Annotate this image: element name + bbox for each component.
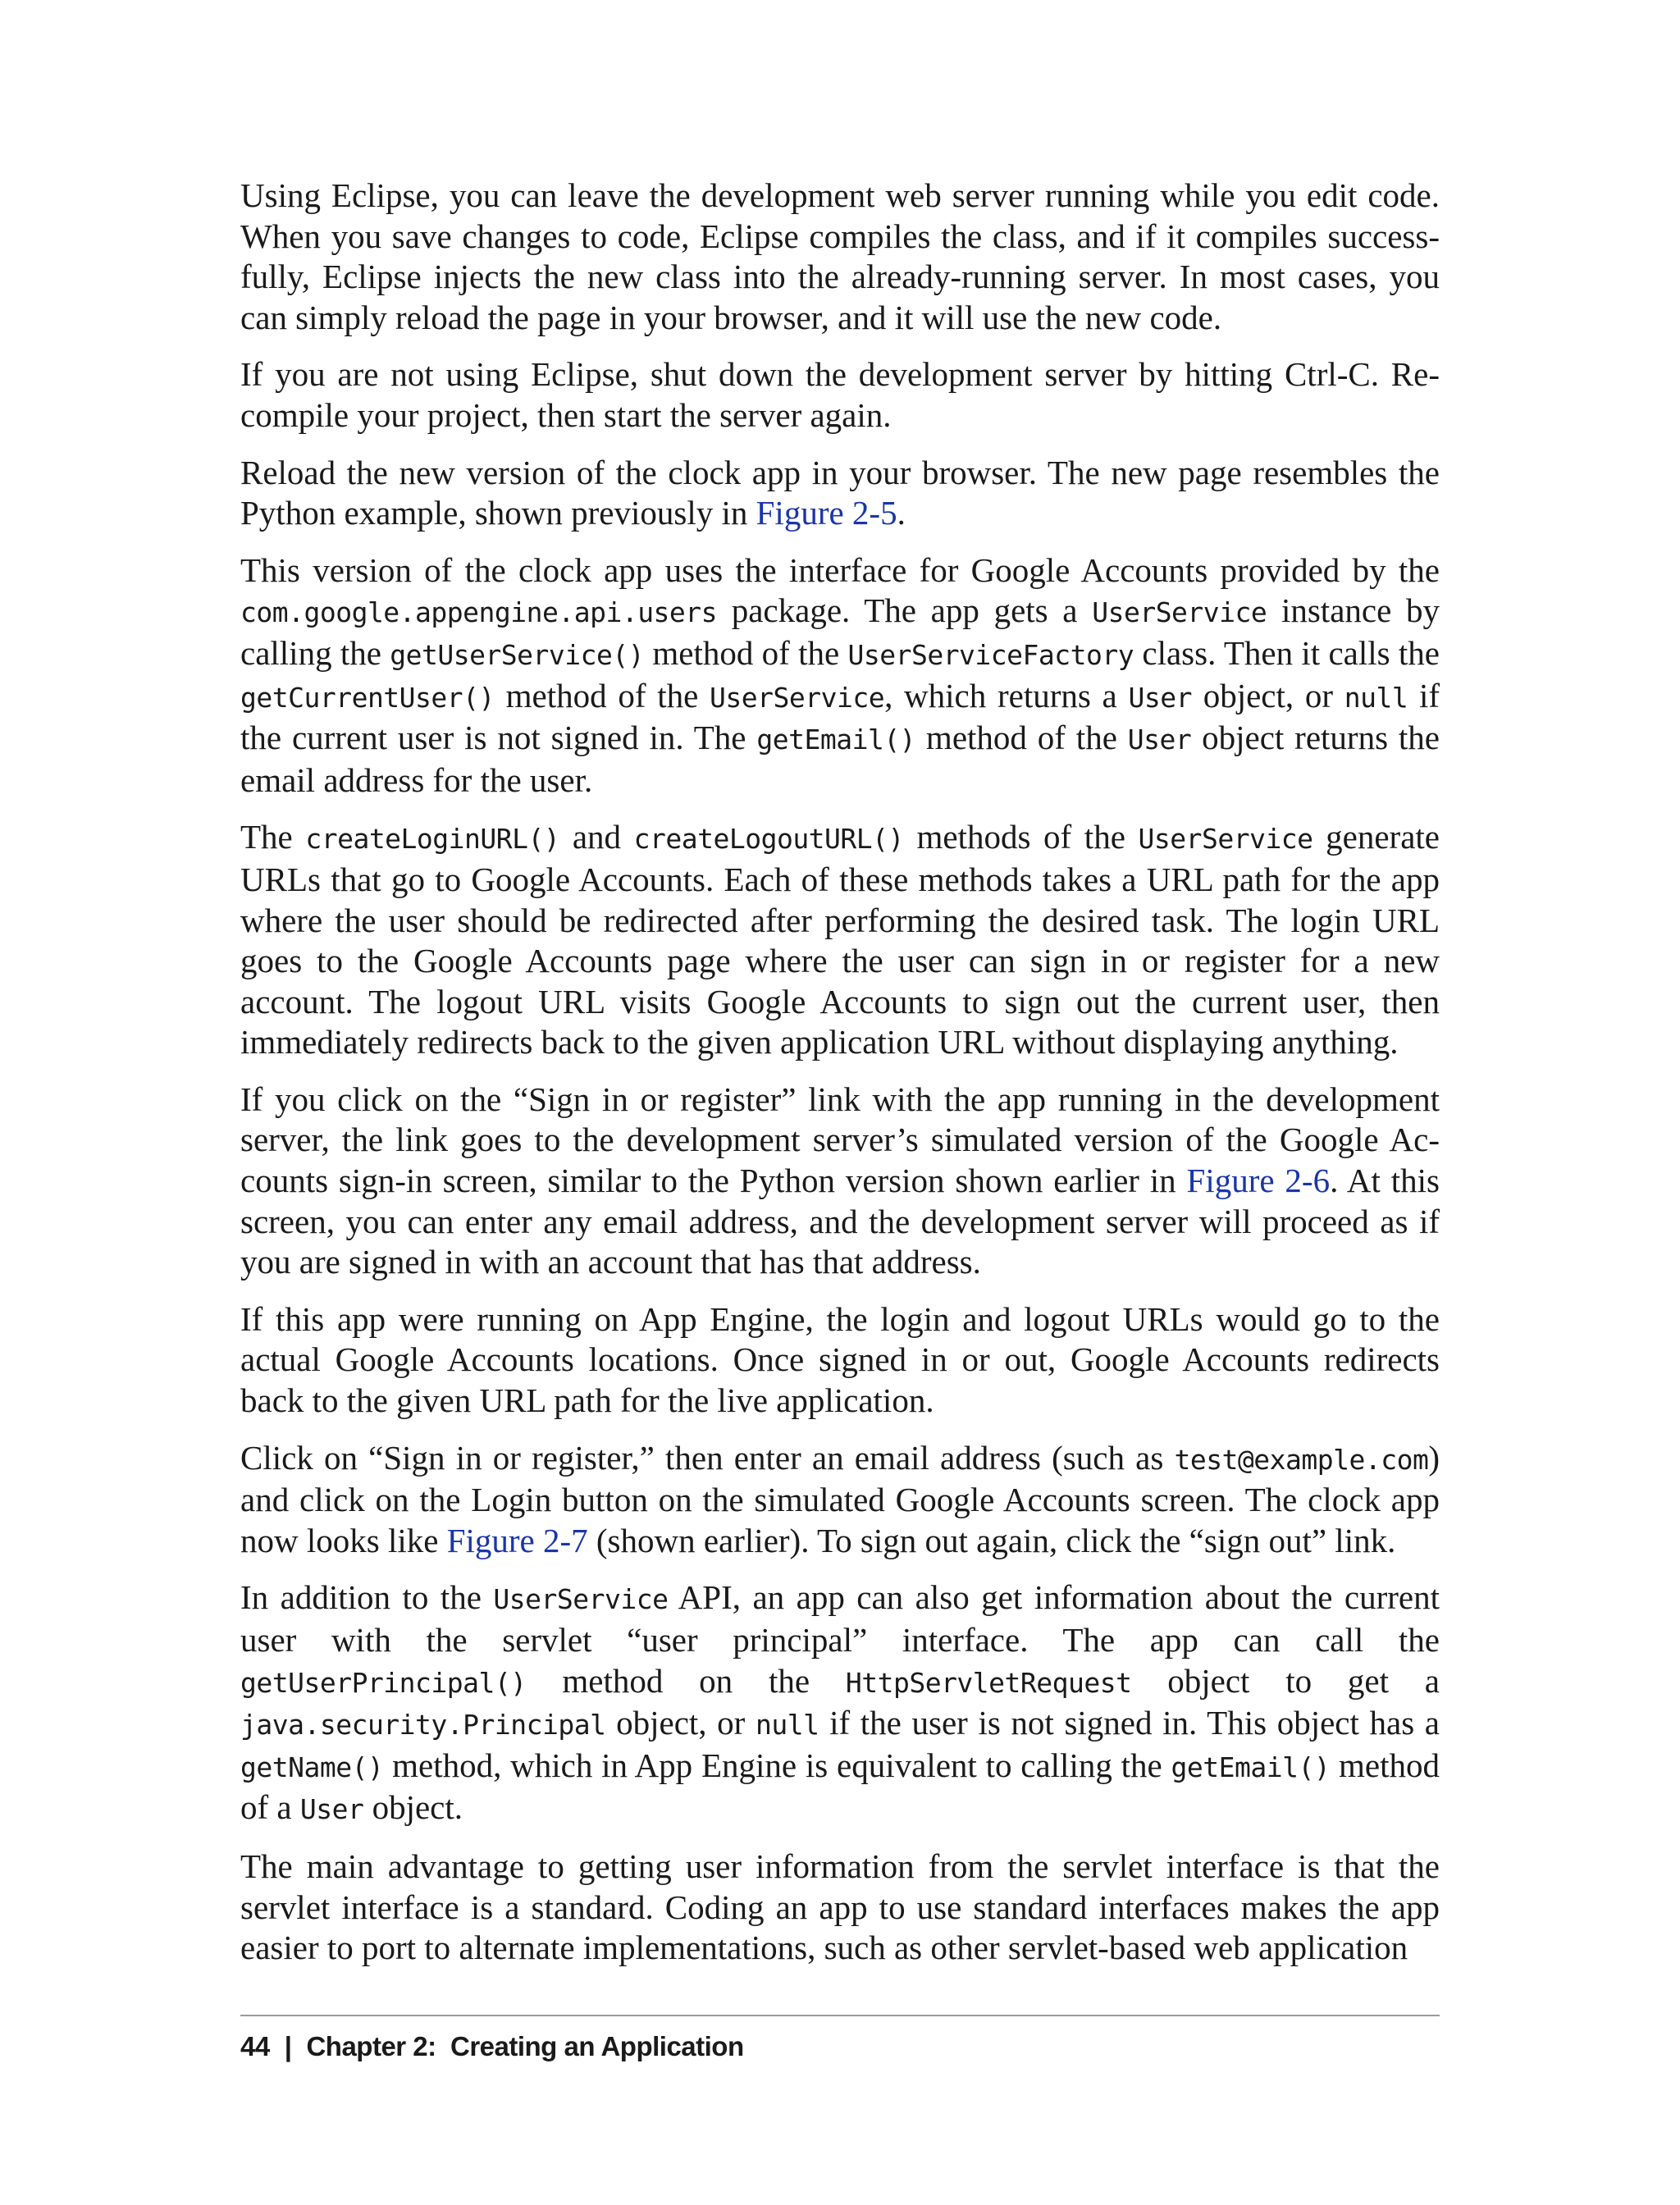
inline-code: getCurrentUser() xyxy=(240,681,495,714)
paragraph xyxy=(240,354,1440,436)
inline-code: User xyxy=(1128,681,1192,714)
paragraph xyxy=(240,817,1440,1063)
text-run: method on the xyxy=(526,1661,846,1700)
text-run: (shown earlier). To sign out again, click the “sign out” link. xyxy=(587,1521,1396,1559)
text-run: Using Eclipse, you can leave the development web server running while you edit code. When you save changes to code, Eclipse compiles the class, and if it compiles successfully, Eclipse injects the new class into the already-running server. In most cases, you can simply reload the page in your browser, and it will use the new code. xyxy=(240,176,1440,336)
inline-code: test@example.com xyxy=(1174,1443,1429,1476)
paragraph xyxy=(240,1299,1440,1422)
text-run: class. Then it calls the xyxy=(1134,633,1440,672)
text-run: . xyxy=(897,494,906,532)
text-run: object. xyxy=(363,1788,463,1827)
text-run: if the current user is not signed in. The xyxy=(240,676,1440,757)
page-number: 44 xyxy=(240,2031,270,2061)
inline-code: UserService xyxy=(1092,596,1267,629)
text-run: Reload the new version of the clock app in your browser. The new page resembles the Python example, shown previously in xyxy=(240,453,1440,532)
paragraph xyxy=(240,453,1440,534)
page-footer xyxy=(240,2015,1440,2062)
inline-code: java.security.Principal xyxy=(240,1709,606,1742)
text-run: methods of the xyxy=(903,818,1139,856)
inline-code: null xyxy=(755,1709,819,1742)
inline-code: getEmail() xyxy=(756,724,916,756)
figure-link[interactable]: Figure 2-5 xyxy=(756,494,897,532)
text-run: and xyxy=(559,818,634,856)
text-run: if the user is not signed in. This object has a xyxy=(819,1704,1440,1742)
text-run: In addition to the xyxy=(240,1578,494,1617)
paragraph xyxy=(240,1577,1440,1830)
text-run: method of the xyxy=(494,676,710,714)
text-run: If you are not using Eclipse, shut down the development server by hitting Ctrl-C. Recompile your project, then start the server again. xyxy=(240,355,1440,434)
paragraph xyxy=(240,550,1440,801)
text-run: , which returns a xyxy=(884,676,1129,714)
inline-code: UserService xyxy=(710,681,885,714)
page-body xyxy=(240,176,1440,1985)
paragraph xyxy=(240,1438,1440,1562)
inline-code: createLogoutURL() xyxy=(633,823,904,856)
inline-code: null xyxy=(1344,681,1408,714)
inline-code: getEmail() xyxy=(1171,1751,1331,1783)
inline-code: getName() xyxy=(240,1751,384,1783)
footer-separator: | xyxy=(284,2031,292,2061)
text-run: instance by calling the xyxy=(240,591,1440,672)
inline-code: getUserPrincipal() xyxy=(240,1666,527,1699)
text-run: This version of the clock app uses the interface for Google Accounts provided by the xyxy=(240,550,1440,589)
inline-code: UserService xyxy=(493,1583,669,1616)
chapter-title: Chapter 2: Creating an Application xyxy=(306,2031,744,2061)
text-run: The xyxy=(240,818,306,856)
paragraph xyxy=(240,176,1440,338)
inline-code: User xyxy=(299,1793,364,1826)
text-run: API, an app can also get information about the current user with the servlet “user principal” interface. The app can call the xyxy=(240,1578,1440,1659)
text-run: . At this screen, you can enter any email address, and the development server will proceed as if you are signed in with an account that has that address. xyxy=(240,1162,1440,1281)
body-text xyxy=(240,176,1440,1969)
inline-code: HttpServletRequest xyxy=(845,1666,1132,1699)
inline-code: UserService xyxy=(1138,823,1313,856)
inline-code: UserServiceFactory xyxy=(847,638,1134,671)
figure-link[interactable]: Figure 2-7 xyxy=(446,1521,588,1559)
text-run: object, or xyxy=(605,1704,756,1742)
figure-link[interactable]: Figure 2-6 xyxy=(1186,1162,1331,1200)
paragraph xyxy=(240,1080,1440,1283)
text-run: If this app were running on App Engine, the login and logout URLs would go to the actual Google Accounts locations. Once signed in or out, Google Accounts redirects back to the given URL path for the live application. xyxy=(240,1299,1440,1420)
paragraph xyxy=(240,1847,1440,1969)
text-run: method, which in App Engine is equivalent to calling the xyxy=(383,1746,1171,1784)
text-run: method of a xyxy=(240,1746,1440,1827)
inline-code: createLoginURL() xyxy=(305,823,560,856)
text-run: If you click on the “Sign in or register” link with the app running in the development server, the link goes to the development server’s simulated version of the Google Accounts sign-in screen, similar to the Python version shown earlier in xyxy=(240,1080,1440,1200)
text-run: method of the xyxy=(644,633,848,672)
text-run: object, or xyxy=(1191,676,1344,714)
inline-code: getUserService() xyxy=(390,638,645,671)
text-run: ) and click on the Login button on the simulated Google Accounts screen. The clock app now looks like xyxy=(240,1438,1440,1559)
text-run: method of the xyxy=(915,719,1128,757)
text-run: object returns the email address for the user. xyxy=(240,719,1440,799)
text-run: The main advantage to getting user information from the servlet interface is that the servlet interface is a standard. Coding an app to use standard interfaces makes the app easier to port to alternate implementations, such as other servlet-based web application xyxy=(240,1847,1440,1967)
text-run: Click on “Sign in or register,” then enter an email address (such as xyxy=(240,1438,1175,1477)
text-run: generate URLs that go to Google Accounts. Each of these methods takes a URL path for the app where the user should be redirected after performing the desired task. The login URL goes to the Google Accounts page where the user can sign in or register for a new account. The logout URL visits Google Accounts to sign out the current user, then immediately redirects back to the given application URL without displaying anything. xyxy=(240,818,1440,1061)
text-run: package. The app gets a xyxy=(717,591,1093,630)
text-run: object to get a xyxy=(1131,1661,1440,1700)
inline-code: com.google.appengine.api.users xyxy=(240,596,718,629)
inline-code: User xyxy=(1127,724,1192,756)
